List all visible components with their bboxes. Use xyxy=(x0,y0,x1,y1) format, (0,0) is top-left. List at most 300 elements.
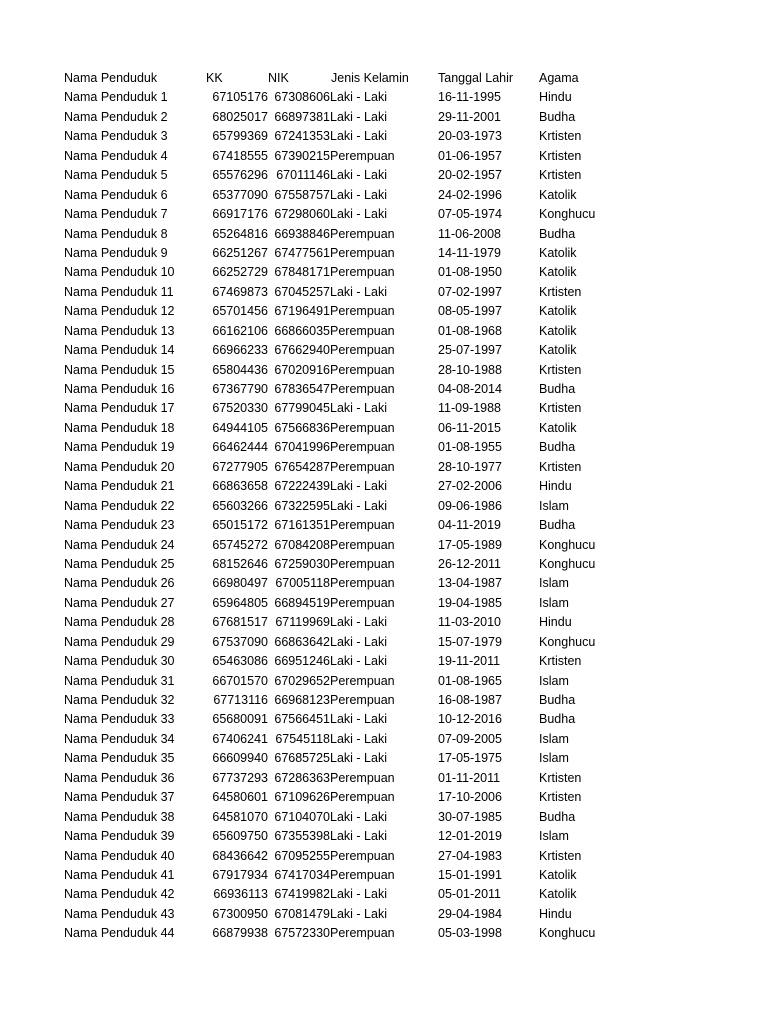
cell-kk: 66936113 xyxy=(213,887,268,902)
cell-name: Nama Penduduk 20 xyxy=(64,459,175,474)
cell-religion: Islam xyxy=(539,751,569,766)
cell-birth-date: 09-06-1986 xyxy=(438,498,502,513)
table-row xyxy=(0,225,768,244)
cell-gender: Perempuan xyxy=(330,148,395,163)
cell-name: Nama Penduduk 42 xyxy=(64,887,175,902)
cell-birth-date: 01-06-1957 xyxy=(438,148,502,163)
cell-nik: 67848171 xyxy=(274,265,330,280)
cell-nik: 67662940 xyxy=(274,343,330,358)
cell-kk: 67367790 xyxy=(212,382,268,396)
cell-birth-date: 25-07-1997 xyxy=(438,343,502,358)
cell-nik: 67836547 xyxy=(274,382,330,396)
table-row xyxy=(0,827,768,846)
table-row xyxy=(0,263,768,282)
cell-religion: Krtisten xyxy=(539,654,582,669)
cell-name: Nama Penduduk 7 xyxy=(64,207,168,222)
cell-gender: Laki - Laki xyxy=(330,615,387,630)
cell-nik: 67222439 xyxy=(274,479,330,494)
table-row xyxy=(0,419,768,438)
cell-religion: Budha xyxy=(539,440,576,455)
cell-birth-date: 01-08-1968 xyxy=(438,323,502,338)
cell-kk: 67406241 xyxy=(212,731,268,746)
cell-name: Nama Penduduk 38 xyxy=(64,809,175,824)
cell-name: Nama Penduduk 28 xyxy=(64,615,175,630)
cell-nik: 67104070 xyxy=(274,809,330,824)
table-row xyxy=(0,672,768,691)
cell-name: Nama Penduduk 33 xyxy=(64,712,175,727)
cell-nik: 67109626 xyxy=(274,790,330,805)
cell-religion: Konghucu xyxy=(539,634,596,649)
cell-gender: Laki - Laki xyxy=(330,109,387,124)
cell-religion: Islam xyxy=(539,673,569,688)
cell-gender: Perempuan xyxy=(330,576,395,591)
cell-birth-date: 30-07-1985 xyxy=(438,809,502,824)
cell-birth-date: 14-11-1979 xyxy=(438,245,502,260)
cell-nik: 67477561 xyxy=(274,245,330,260)
cell-name: Nama Penduduk 32 xyxy=(64,693,175,707)
cell-birth-date: 12-01-2019 xyxy=(438,829,502,844)
cell-birth-date: 20-02-1957 xyxy=(438,168,502,183)
cell-religion: Krtisten xyxy=(539,401,582,416)
table-row xyxy=(0,691,768,710)
table-row xyxy=(0,458,768,477)
cell-name: Nama Penduduk 3 xyxy=(64,129,168,144)
cell-kk: 66966233 xyxy=(212,343,268,358)
cell-religion: Hindu xyxy=(539,615,572,630)
cell-gender: Laki - Laki xyxy=(330,498,387,513)
cell-name: Nama Penduduk 14 xyxy=(64,343,175,358)
cell-birth-date: 01-11-2011 xyxy=(438,770,501,785)
table-row xyxy=(0,205,768,224)
table-row xyxy=(0,399,768,418)
table-row xyxy=(0,302,768,321)
cell-birth-date: 01-08-1955 xyxy=(438,440,502,455)
cell-gender: Laki - Laki xyxy=(330,751,387,766)
cell-nik: 66863642 xyxy=(274,634,330,649)
cell-religion: Katolik xyxy=(539,187,577,202)
table-row xyxy=(0,516,768,535)
table-row xyxy=(0,127,768,146)
table-row xyxy=(0,749,768,768)
cell-name: Nama Penduduk 39 xyxy=(64,829,175,844)
cell-kk: 64580601 xyxy=(212,790,268,805)
cell-kk: 67537090 xyxy=(212,634,268,649)
cell-kk: 68436642 xyxy=(212,848,268,863)
cell-kk: 66162106 xyxy=(212,323,268,338)
cell-name: Nama Penduduk 34 xyxy=(64,731,175,746)
cell-gender: Perempuan xyxy=(330,265,395,280)
cell-birth-date: 28-10-1977 xyxy=(438,459,502,474)
cell-nik: 67355398 xyxy=(274,829,330,844)
table-row xyxy=(0,108,768,127)
table-row xyxy=(0,380,768,399)
cell-kk: 65701456 xyxy=(212,304,268,319)
cell-kk: 65015172 xyxy=(212,518,268,533)
cell-gender: Perempuan xyxy=(330,362,395,377)
cell-kk: 67277905 xyxy=(212,459,268,474)
header-gender: Jenis Kelamin xyxy=(331,71,409,85)
cell-birth-date: 07-05-1974 xyxy=(438,207,502,222)
cell-birth-date: 15-01-1991 xyxy=(438,867,502,882)
table-row xyxy=(0,147,768,166)
cell-religion: Konghucu xyxy=(539,537,596,552)
cell-gender: Perempuan xyxy=(330,790,395,805)
cell-nik: 67045257 xyxy=(274,284,330,299)
cell-nik: 67029652 xyxy=(274,673,330,688)
cell-gender: Perempuan xyxy=(330,323,395,338)
cell-nik: 67005118 xyxy=(275,576,330,591)
cell-religion: Krtisten xyxy=(539,790,582,805)
cell-gender: Perempuan xyxy=(330,926,395,941)
cell-nik: 66938846 xyxy=(274,226,330,241)
cell-kk: 64581070 xyxy=(212,809,268,824)
cell-kk: 64944105 xyxy=(212,420,268,435)
cell-kk: 66251267 xyxy=(212,245,268,260)
cell-nik: 67084208 xyxy=(274,537,330,552)
cell-religion: Budha xyxy=(539,712,576,727)
table-row xyxy=(0,808,768,827)
cell-birth-date: 16-08-1987 xyxy=(438,693,502,707)
cell-birth-date: 10-12-2016 xyxy=(438,712,502,727)
table-row xyxy=(0,885,768,904)
cell-kk: 65576296 xyxy=(212,168,268,183)
cell-nik: 67241353 xyxy=(274,129,330,144)
cell-gender: Laki - Laki xyxy=(330,906,387,921)
cell-birth-date: 15-07-1979 xyxy=(438,634,502,649)
cell-kk: 67300950 xyxy=(212,906,268,921)
cell-kk: 65264816 xyxy=(212,226,268,241)
header-religion: Agama xyxy=(539,71,579,85)
cell-religion: Islam xyxy=(539,731,569,746)
cell-gender: Laki - Laki xyxy=(330,129,387,144)
table-row xyxy=(0,633,768,652)
cell-religion: Budha xyxy=(539,226,576,241)
cell-religion: Katolik xyxy=(539,265,577,280)
cell-nik: 67196491 xyxy=(274,304,330,319)
cell-nik: 67081479 xyxy=(274,906,330,921)
cell-name: Nama Penduduk 36 xyxy=(64,770,175,785)
cell-religion: Budha xyxy=(539,518,576,533)
cell-nik: 67572330 xyxy=(274,926,330,941)
cell-birth-date: 19-04-1985 xyxy=(438,595,502,610)
header-name: Nama Penduduk xyxy=(64,71,158,85)
cell-religion: Konghucu xyxy=(539,926,596,941)
cell-birth-date: 11-09-1988 xyxy=(438,401,502,416)
cell-kk: 65680091 xyxy=(212,712,268,727)
cell-kk: 65745272 xyxy=(212,537,268,552)
cell-kk: 65799369 xyxy=(212,129,268,144)
cell-name: Nama Penduduk 27 xyxy=(64,595,175,610)
cell-religion: Islam xyxy=(539,829,569,844)
cell-gender: Laki - Laki xyxy=(330,479,387,494)
cell-gender: Perempuan xyxy=(330,537,395,552)
table-row xyxy=(0,88,768,107)
cell-gender: Laki - Laki xyxy=(330,634,387,649)
cell-birth-date: 07-09-2005 xyxy=(438,731,502,746)
cell-nik: 67286363 xyxy=(274,770,330,785)
cell-gender: Perempuan xyxy=(330,226,395,241)
cell-gender: Perempuan xyxy=(330,440,395,455)
cell-nik: 67558757 xyxy=(274,187,330,202)
cell-name: Nama Penduduk 16 xyxy=(64,382,175,396)
cell-kk: 68152646 xyxy=(212,556,268,571)
table-row xyxy=(0,730,768,749)
cell-gender: Laki - Laki xyxy=(330,654,387,669)
cell-nik: 67095255 xyxy=(274,848,330,863)
cell-religion: Katolik xyxy=(539,887,577,902)
table-row xyxy=(0,574,768,593)
cell-name: Nama Penduduk 25 xyxy=(64,556,175,571)
cell-name: Nama Penduduk 10 xyxy=(64,265,175,280)
cell-kk: 68025017 xyxy=(212,109,268,124)
cell-name: Nama Penduduk 1 xyxy=(64,90,168,105)
cell-birth-date: 04-08-2014 xyxy=(438,382,502,396)
cell-birth-date: 08-05-1997 xyxy=(438,304,502,319)
table-row xyxy=(0,438,768,457)
cell-gender: Laki - Laki xyxy=(330,731,387,746)
cell-birth-date: 27-02-2006 xyxy=(438,479,502,494)
cell-kk: 67418555 xyxy=(212,148,268,163)
cell-nik: 67799045 xyxy=(274,401,330,416)
cell-kk: 66980497 xyxy=(212,576,268,591)
table-row xyxy=(0,613,768,632)
cell-nik: 67298060 xyxy=(274,207,330,222)
cell-kk: 65609750 xyxy=(212,829,268,844)
table-row xyxy=(0,322,768,341)
cell-religion: Budha xyxy=(539,109,576,124)
cell-nik: 67545118 xyxy=(275,731,330,746)
cell-gender: Laki - Laki xyxy=(330,712,387,727)
cell-gender: Perempuan xyxy=(330,518,395,533)
cell-gender: Perempuan xyxy=(330,693,395,707)
cell-birth-date: 01-08-1950 xyxy=(438,265,502,280)
cell-religion: Katolik xyxy=(539,323,577,338)
cell-religion: Islam xyxy=(539,576,569,591)
cell-religion: Krtisten xyxy=(539,284,582,299)
cell-birth-date: 24-02-1996 xyxy=(438,187,502,202)
cell-religion: Katolik xyxy=(539,343,577,358)
cell-gender: Perempuan xyxy=(330,595,395,610)
table-row xyxy=(0,594,768,613)
cell-gender: Laki - Laki xyxy=(330,401,387,416)
cell-name: Nama Penduduk 13 xyxy=(64,323,175,338)
cell-name: Nama Penduduk 17 xyxy=(64,401,175,416)
cell-kk: 67105176 xyxy=(212,90,268,105)
header-row xyxy=(0,69,768,88)
cell-name: Nama Penduduk 2 xyxy=(64,109,168,124)
cell-name: Nama Penduduk 6 xyxy=(64,187,168,202)
cell-kk: 66701570 xyxy=(212,673,268,688)
cell-gender: Perempuan xyxy=(330,556,395,571)
cell-kk: 66252729 xyxy=(212,265,268,280)
cell-religion: Krtisten xyxy=(539,770,582,785)
cell-birth-date: 28-10-1988 xyxy=(438,362,502,377)
cell-birth-date: 07-02-1997 xyxy=(438,284,502,299)
table-row xyxy=(0,536,768,555)
cell-nik: 67419982 xyxy=(274,887,330,902)
cell-gender: Laki - Laki xyxy=(330,90,387,105)
table-row xyxy=(0,769,768,788)
cell-nik: 66866035 xyxy=(274,323,330,338)
cell-kk: 66863658 xyxy=(212,479,268,494)
cell-kk: 67681517 xyxy=(212,615,268,630)
cell-kk: 67713116 xyxy=(213,693,268,707)
table-row xyxy=(0,341,768,360)
cell-nik: 67161351 xyxy=(274,518,330,533)
cell-birth-date: 11-06-2008 xyxy=(438,226,502,241)
cell-gender: Perempuan xyxy=(330,420,395,435)
cell-name: Nama Penduduk 44 xyxy=(64,926,175,941)
table-row xyxy=(0,905,768,924)
table-row xyxy=(0,555,768,574)
cell-kk: 66462444 xyxy=(212,440,268,455)
cell-gender: Perempuan xyxy=(330,245,395,260)
cell-name: Nama Penduduk 30 xyxy=(64,654,175,669)
table-row xyxy=(0,652,768,671)
table-row xyxy=(0,497,768,516)
table-row xyxy=(0,847,768,866)
cell-nik: 67308606 xyxy=(274,90,330,105)
cell-religion: Krtisten xyxy=(539,362,582,377)
table-row xyxy=(0,166,768,185)
cell-birth-date: 17-10-2006 xyxy=(438,790,502,805)
cell-nik: 67654287 xyxy=(274,459,330,474)
cell-kk: 67469873 xyxy=(212,284,268,299)
table-row xyxy=(0,244,768,263)
cell-birth-date: 11-03-2010 xyxy=(438,615,502,630)
cell-nik: 66968123 xyxy=(274,693,330,707)
cell-birth-date: 05-03-1998 xyxy=(438,926,502,941)
table-body xyxy=(0,88,768,943)
cell-religion: Krtisten xyxy=(539,848,582,863)
cell-name: Nama Penduduk 24 xyxy=(64,537,175,552)
cell-religion: Islam xyxy=(539,595,569,610)
cell-religion: Krtisten xyxy=(539,168,582,183)
cell-religion: Katolik xyxy=(539,867,577,882)
cell-gender: Perempuan xyxy=(330,673,395,688)
cell-gender: Laki - Laki xyxy=(330,809,387,824)
cell-religion: Hindu xyxy=(539,90,572,105)
cell-nik: 67322595 xyxy=(274,498,330,513)
cell-religion: Krtisten xyxy=(539,129,582,144)
cell-birth-date: 16-11-1995 xyxy=(438,90,502,105)
cell-gender: Perempuan xyxy=(330,770,395,785)
cell-nik: 67685725 xyxy=(274,751,330,766)
header-kk: KK xyxy=(206,71,223,85)
table-row xyxy=(0,283,768,302)
table-row xyxy=(0,866,768,885)
cell-name: Nama Penduduk 5 xyxy=(64,168,168,183)
cell-kk: 66609940 xyxy=(212,751,268,766)
cell-birth-date: 26-12-2011 xyxy=(438,556,502,571)
cell-nik: 67119969 xyxy=(275,615,330,630)
cell-religion: Krtisten xyxy=(539,148,582,163)
cell-gender: Perempuan xyxy=(330,848,395,863)
cell-gender: Laki - Laki xyxy=(330,887,387,902)
cell-religion: Katolik xyxy=(539,245,577,260)
cell-name: Nama Penduduk 11 xyxy=(64,284,174,299)
cell-nik: 66897381 xyxy=(274,109,330,124)
cell-kk: 66879938 xyxy=(212,926,268,941)
cell-birth-date: 13-04-1987 xyxy=(438,576,502,591)
cell-birth-date: 29-04-1984 xyxy=(438,906,502,921)
cell-name: Nama Penduduk 29 xyxy=(64,634,175,649)
cell-birth-date: 01-08-1965 xyxy=(438,673,502,688)
cell-gender: Laki - Laki xyxy=(330,187,387,202)
cell-gender: Perempuan xyxy=(330,382,395,396)
cell-birth-date: 05-01-2011 xyxy=(438,887,502,902)
cell-nik: 66894519 xyxy=(274,595,330,610)
cell-gender: Perempuan xyxy=(330,343,395,358)
cell-religion: Katolik xyxy=(539,420,577,435)
cell-kk: 65603266 xyxy=(212,498,268,513)
cell-kk: 67520330 xyxy=(212,401,268,416)
cell-name: Nama Penduduk 18 xyxy=(64,420,175,435)
table-row xyxy=(0,361,768,380)
table-row xyxy=(0,788,768,807)
cell-birth-date: 06-11-2015 xyxy=(438,420,502,435)
cell-birth-date: 29-11-2001 xyxy=(438,109,502,124)
resident-table xyxy=(0,69,768,944)
cell-name: Nama Penduduk 23 xyxy=(64,518,175,533)
cell-birth-date: 27-04-1983 xyxy=(438,848,502,863)
cell-name: Nama Penduduk 41 xyxy=(64,867,175,882)
cell-name: Nama Penduduk 31 xyxy=(64,673,175,688)
cell-nik: 67566836 xyxy=(274,420,330,435)
cell-kk: 65964805 xyxy=(212,595,268,610)
cell-kk: 65377090 xyxy=(212,187,268,202)
cell-religion: Budha xyxy=(539,382,576,396)
cell-nik: 67390215 xyxy=(274,148,330,163)
table-row xyxy=(0,477,768,496)
cell-name: Nama Penduduk 35 xyxy=(64,751,175,766)
header-birth-date: Tanggal Lahir xyxy=(438,71,514,85)
cell-religion: Hindu xyxy=(539,906,572,921)
cell-birth-date: 04-11-2019 xyxy=(438,518,502,533)
cell-religion: Hindu xyxy=(539,479,572,494)
cell-gender: Laki - Laki xyxy=(330,284,387,299)
cell-kk: 67917934 xyxy=(212,867,268,882)
cell-religion: Konghucu xyxy=(539,556,596,571)
header-nik: NIK xyxy=(268,71,289,85)
table-row xyxy=(0,710,768,729)
cell-name: Nama Penduduk 26 xyxy=(64,576,175,591)
cell-kk: 66917176 xyxy=(212,207,268,222)
cell-religion: Katolik xyxy=(539,304,577,319)
cell-gender: Perempuan xyxy=(330,459,395,474)
cell-nik: 67041996 xyxy=(274,440,330,455)
cell-birth-date: 17-05-1989 xyxy=(438,537,502,552)
cell-kk: 65463086 xyxy=(212,654,268,669)
cell-name: Nama Penduduk 12 xyxy=(64,304,175,319)
cell-nik: 66951246 xyxy=(274,654,330,669)
cell-name: Nama Penduduk 43 xyxy=(64,906,175,921)
cell-kk: 67737293 xyxy=(212,770,268,785)
cell-name: Nama Penduduk 8 xyxy=(64,226,168,241)
cell-name: Nama Penduduk 21 xyxy=(64,479,175,494)
cell-name: Nama Penduduk 37 xyxy=(64,790,175,805)
cell-religion: Krtisten xyxy=(539,459,582,474)
cell-religion: Budha xyxy=(539,693,576,707)
cell-religion: Budha xyxy=(539,809,576,824)
cell-name: Nama Penduduk 4 xyxy=(64,148,168,163)
cell-birth-date: 20-03-1973 xyxy=(438,129,502,144)
cell-birth-date: 17-05-1975 xyxy=(438,751,502,766)
cell-gender: Laki - Laki xyxy=(330,168,387,183)
cell-name: Nama Penduduk 40 xyxy=(64,848,175,863)
cell-religion: Islam xyxy=(539,498,569,513)
cell-kk: 65804436 xyxy=(212,362,268,377)
